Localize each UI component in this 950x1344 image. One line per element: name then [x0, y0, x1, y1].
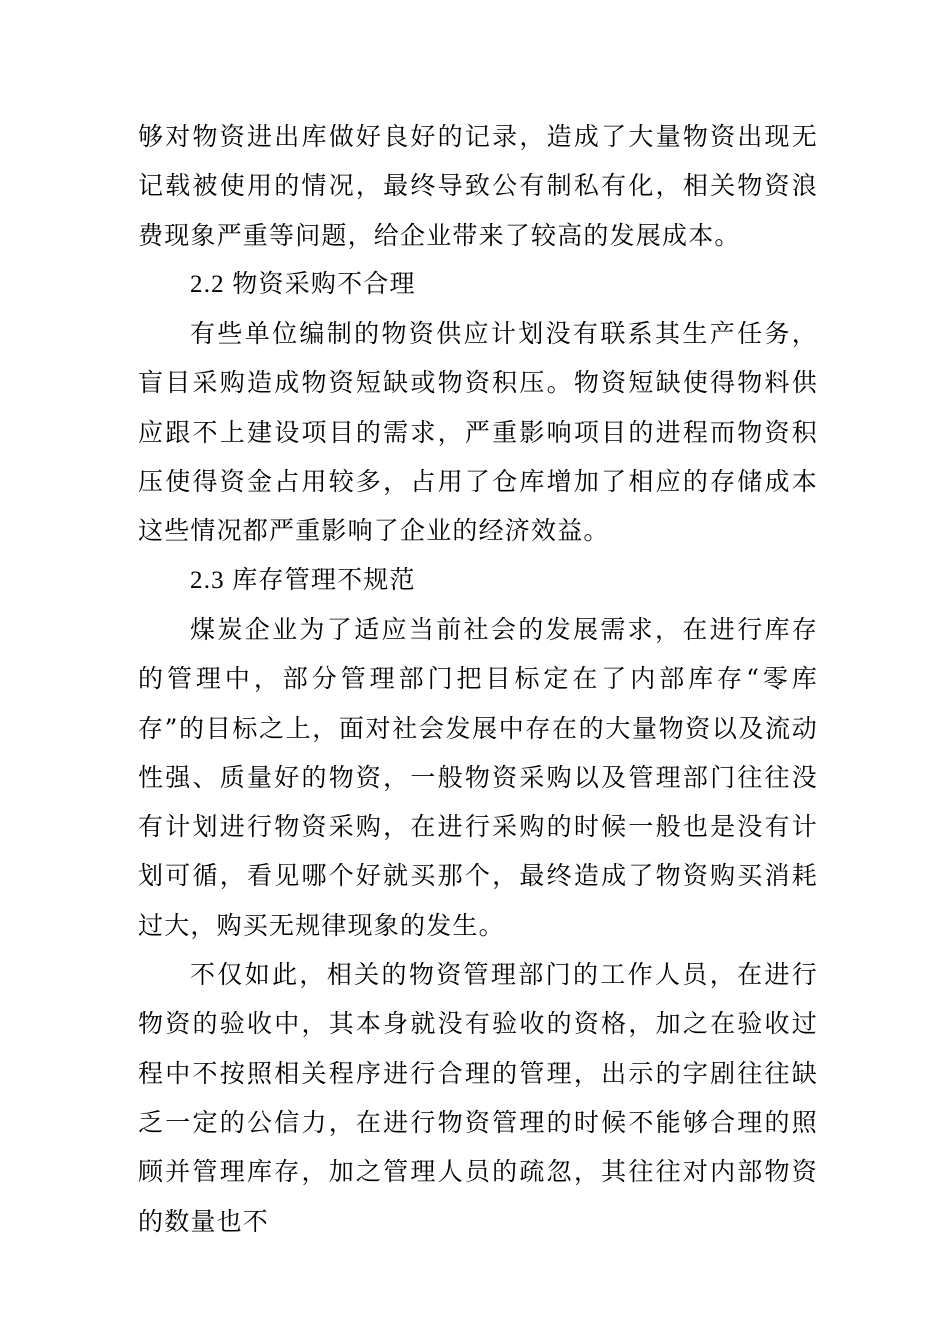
body-paragraph: 有些单位编制的物资供应计划没有联系其生产任务，盲目采购造成物资短缺或物资积压。物资短缺使得物料供应跟不上建设项目的需求，严重影响项目的进程而物资积压使得资金占用较多，占用了仓库增加了相应的存储成本这些情况都严重影响了企业的经济效益。	[138, 319, 818, 546]
section-heading-2-3: 2.3 库存管理不规范	[190, 566, 416, 594]
body-paragraph: 不仅如此，相关的物资管理部门的工作人员，在进行物资的验收中，其本身就没有验收的资格，加之在验收过程中不按照相关程序进行合理的管理，出示的字剧往往缺乏一定的公信力，在进行物资管理的时候不能够合理的照顾并管理库存，加之管理人员的疏忽，其往往对内部物资的数量也不	[138, 960, 818, 1236]
document-body	[138, 112, 818, 1246]
section-heading-2-2: 2.2 物资采购不合理	[190, 270, 416, 298]
body-paragraph: 煤炭企业为了适应当前社会的发展需求，在进行库存的管理中，部分管理部门把目标定在了内部库存“零库存”的目标之上，面对社会发展中存在的大量物资以及流动性强、质量好的物资，一般物资采购以及管理部门往往没有计划进行物资采购，在进行采购的时候一般也是没有计划可循，看见哪个好就买那个，最终造成了物资购买消耗过大，购买无规律现象的发生。	[138, 614, 818, 940]
continuation-paragraph: 够对物资进出库做好良好的记录，造成了大量物资出现无记载被使用的情况，最终导致公有制私有化，相关物资浪费现象严重等问题，给企业带来了较高的发展成本。	[138, 122, 818, 250]
